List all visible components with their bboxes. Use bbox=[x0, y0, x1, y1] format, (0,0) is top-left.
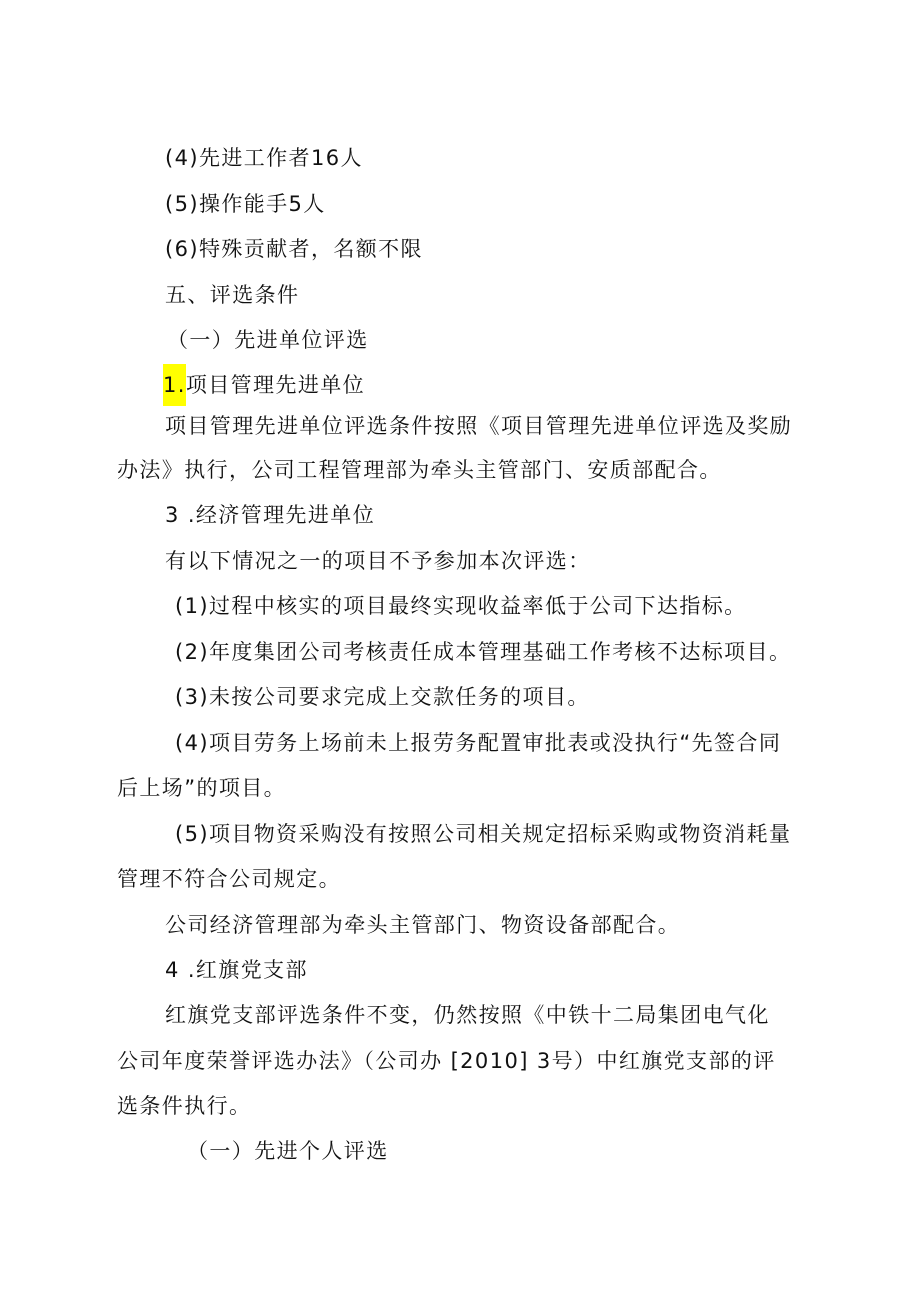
paragraph-line: 选条件执行。 bbox=[117, 1094, 252, 1118]
item-heading-label: 项目管理先进单位 bbox=[185, 373, 366, 397]
item-heading-red-flag-branch: 4 .红旗党支部 bbox=[165, 958, 308, 982]
section-heading-criteria: 五、评选条件 bbox=[165, 283, 300, 307]
highlighted-item-number: 1. bbox=[163, 364, 186, 406]
list-item-continuation: 管理不符合公司规定。 bbox=[117, 867, 341, 891]
list-item: (5)项目物资采购没有按照公司相关规定招标采购或物资消耗量 bbox=[175, 822, 792, 846]
list-item: (3)未按公司要求完成上交款任务的项目。 bbox=[175, 685, 590, 709]
list-item-advanced-worker: (4)先进工作者16人 bbox=[165, 146, 363, 170]
paragraph-line: 公司经济管理部为牵头主管部门、物资设备部配合。 bbox=[165, 913, 681, 937]
paragraph-line: 项目管理先进单位评选条件按照《项目管理先进单位评选及奖励 bbox=[165, 414, 793, 438]
item-heading-project-management bbox=[163, 364, 365, 406]
paragraph-line: 办法》执行，公司工程管理部为牵头主管部门、安质部配合。 bbox=[117, 458, 722, 482]
paragraph-line: 有以下情况之一的项目不予参加本次评选： bbox=[165, 549, 591, 573]
list-item-special-contributor: (6)特殊贡献者，名额不限 bbox=[165, 237, 423, 261]
subsection-heading-units: （一）先进单位评选 bbox=[167, 328, 369, 352]
list-item: (1)过程中核实的项目最终实现收益率低于公司下达指标。 bbox=[175, 594, 747, 618]
list-item-skilled-operator: (5)操作能手5人 bbox=[165, 192, 326, 216]
paragraph-line: 公司年度荣誉评选办法》（公司办 [2010] 3号）中红旗党支部的评 bbox=[117, 1049, 776, 1073]
list-item-continuation: 后上场”的项目。 bbox=[117, 776, 287, 800]
list-item: (2)年度集团公司考核责任成本管理基础工作考核不达标项目。 bbox=[175, 640, 792, 664]
subsection-heading-individuals: （一）先进个人评选 bbox=[187, 1139, 389, 1163]
item-heading-economic-management: 3 .经济管理先进单位 bbox=[165, 503, 376, 527]
paragraph-line: 红旗党支部评选条件不变，仍然按照《中铁十二局集团电气化 bbox=[165, 1003, 770, 1027]
list-item: (4)项目劳务上场前未上报劳务配置审批表或没执行“先签合同 bbox=[175, 731, 782, 755]
